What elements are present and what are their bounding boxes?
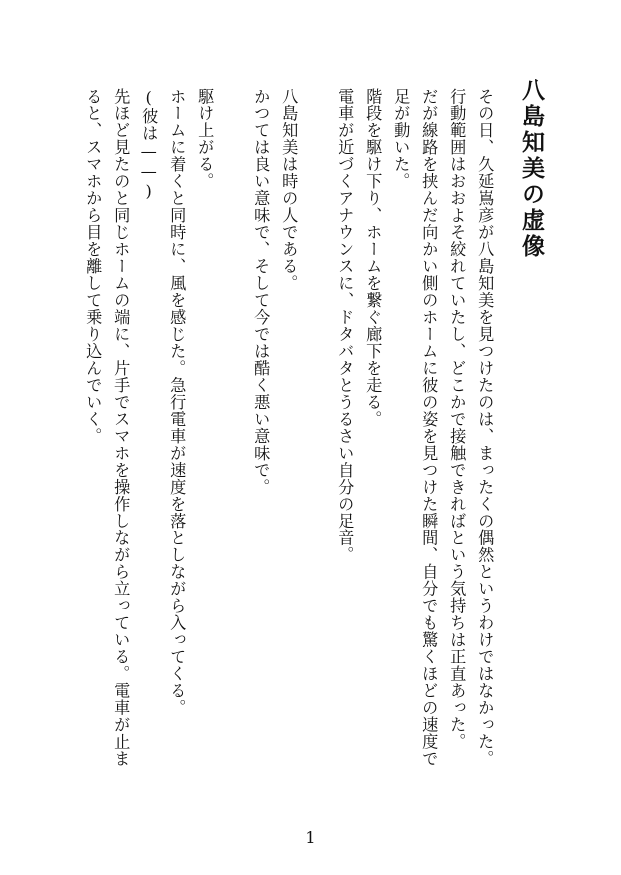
body-line-4: 足が動いた。 (391, 88, 411, 190)
body-line-9: かつては良い意味で、そして今では酷く悪い意味で。 (251, 88, 271, 496)
body-line-12: ホームに着くと同時に、風を感じた。急行電車が速度を落としながら入ってくる。 (167, 88, 187, 717)
body-line-14: 先ほど見たのと同じホームの端に、片手でスマホを操作しながら立っている。電車が止ま (111, 88, 131, 768)
body-line-8: 八島知美は時の人である。 (279, 88, 299, 292)
body-line-13: (彼は——) (139, 88, 159, 202)
page-number: 1 (305, 828, 316, 847)
body-line-3: だが線路を挟んだ向かい側のホームに彼の姿を見つけた瞬間、自分でも驚くほどの速度で (419, 88, 439, 768)
body-line-6: 電車が近づくアナウンスに、ドタバタとうるさい自分の足音。 (335, 88, 355, 564)
body-line-1: その日、久延嶌彦が八島知美を見つけたのは、まったくの偶然というわけではなかった。 (475, 88, 495, 768)
body-line-2: 行動範囲はおおよそ絞れていたし、どこかで接触できればという気持ちは正直あった。 (447, 88, 467, 751)
body-line-5: 階段を駆け下り、ホームを繋ぐ廊下を走る。 (363, 88, 383, 428)
body-line-15: ると、スマホから目を離して乗り込んでいく。 (83, 88, 103, 445)
body-line-11: 駆け上がる。 (195, 88, 215, 190)
document-title: 八島知美の虚像 (518, 78, 545, 260)
